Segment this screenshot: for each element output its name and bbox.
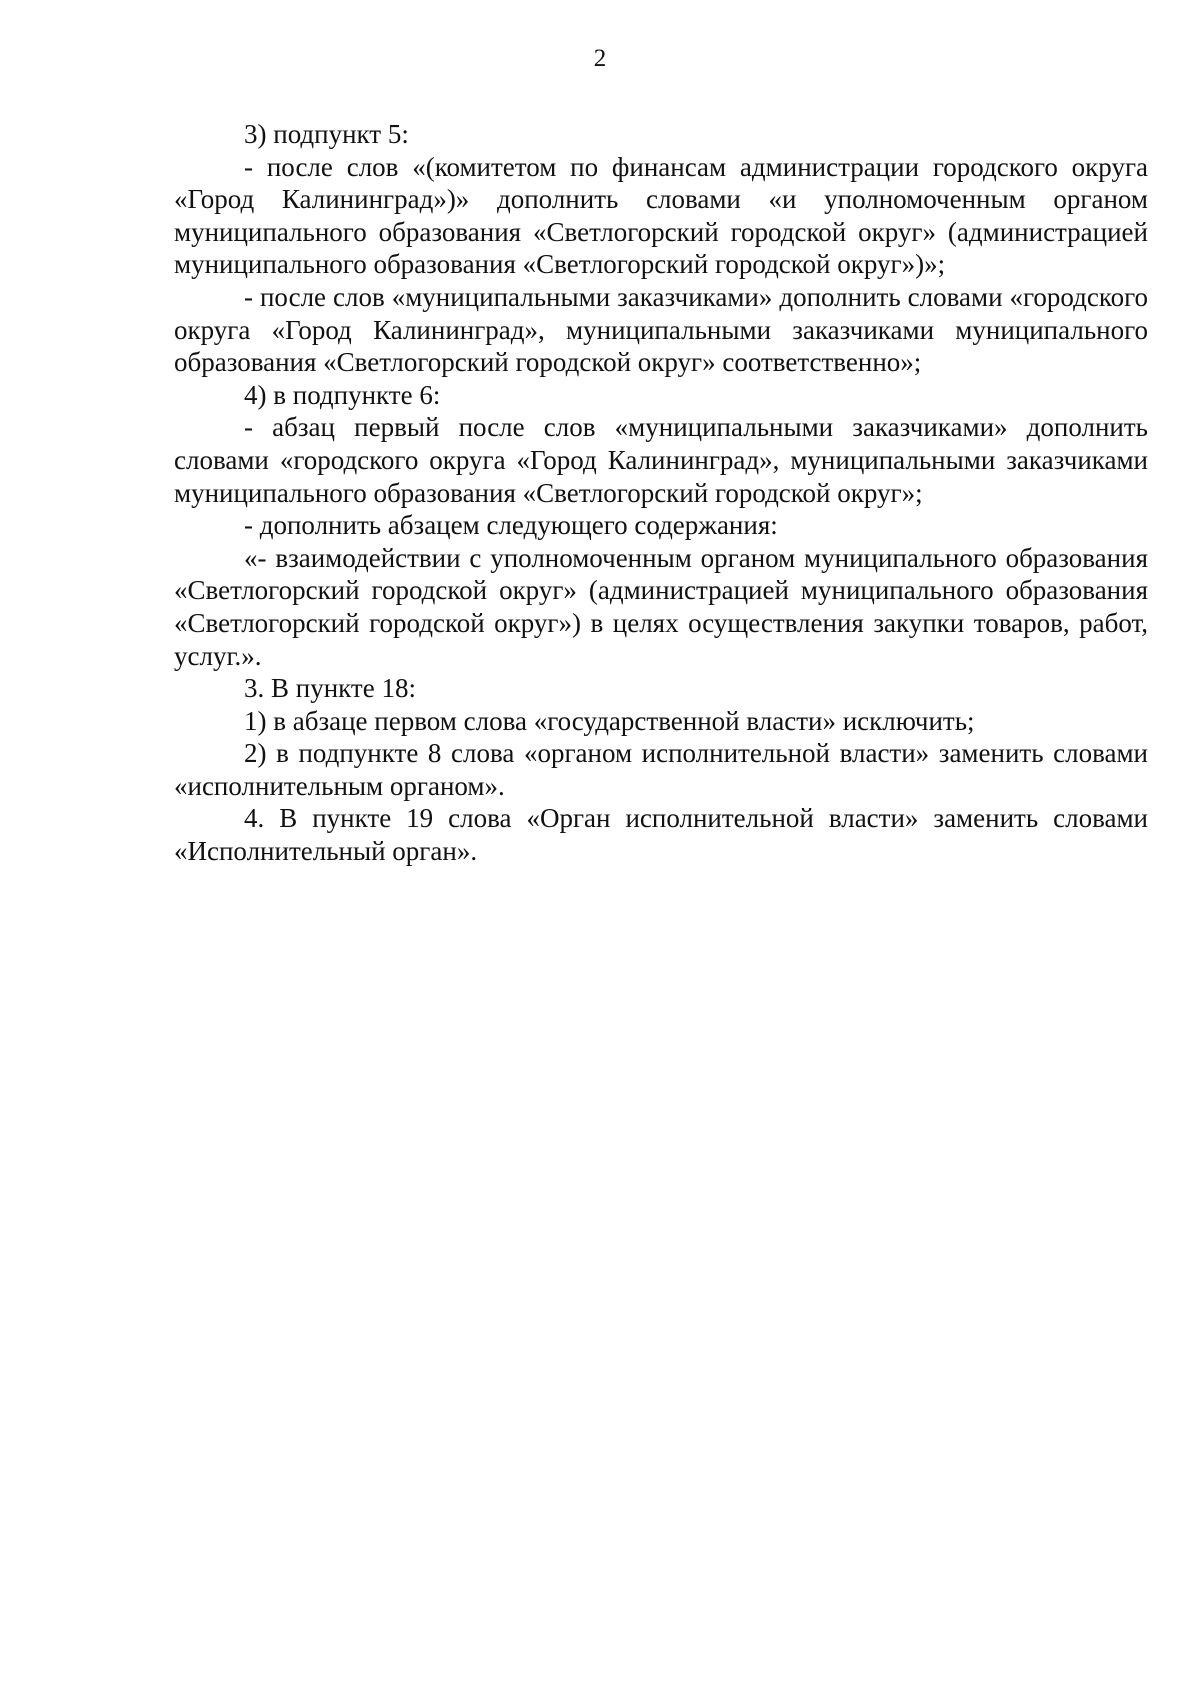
document-body <box>174 118 1148 868</box>
paragraph-amendment-first-abzac: - абзац первый после слов «муниципальными заказчиками» дополнить словами «городского округа «Город Калининград», муниципальными заказчиками муниципального образования «Светлогорский городской округ»; <box>174 412 1148 508</box>
paragraph-subpoint-3-heading: 3) подпункт 5: <box>244 119 409 149</box>
paragraph-subpoint-4-heading: 4) в подпункте 6: <box>244 379 441 410</box>
paragraph-point-19: 4. В пункте 19 слова «Орган исполнительной власти» заменить словами «Исполнительный орган». <box>174 803 1148 867</box>
paragraph-point-18-heading: 3. В пункте 18: <box>244 673 416 704</box>
paragraph-point-18-item-1: 1) в абзаце первом слова «государственной власти» исключить; <box>244 705 975 736</box>
paragraph-add-abzac: - дополнить абзацем следующего содержания: <box>244 510 778 541</box>
page-number: 2 <box>593 45 607 72</box>
paragraph-new-abzac-content: «- взаимодействии с уполномоченным органом муниципального образования «Светлогорский городской округ» (администрацией муниципального образования «Светлогорский городской округ») в целях осуществления закупки товаров, работ, услуг.». <box>174 542 1148 671</box>
paragraph-amendment-finance-committee: - после слов «(комитетом по финансам администрации городского округа «Город Калининград»)» дополнить словами «и уполномоченным органом муниципального образования «Светлогорский городской округ» (администрацией муниципального образования «Светлогорский городской округ»)»; <box>174 151 1148 280</box>
paragraph-point-18-item-2: 2) в подпункте 8 слова «органом исполнительной власти» заменить словами «исполнительным органом». <box>174 738 1148 801</box>
paragraph-amendment-municipal-customers: - после слов «муниципальными заказчиками» дополнить словами «городского округа «Город Калининград», муниципальными заказчиками муниципального образования «Светлогорский городской округ» соответственно»; <box>174 281 1148 378</box>
